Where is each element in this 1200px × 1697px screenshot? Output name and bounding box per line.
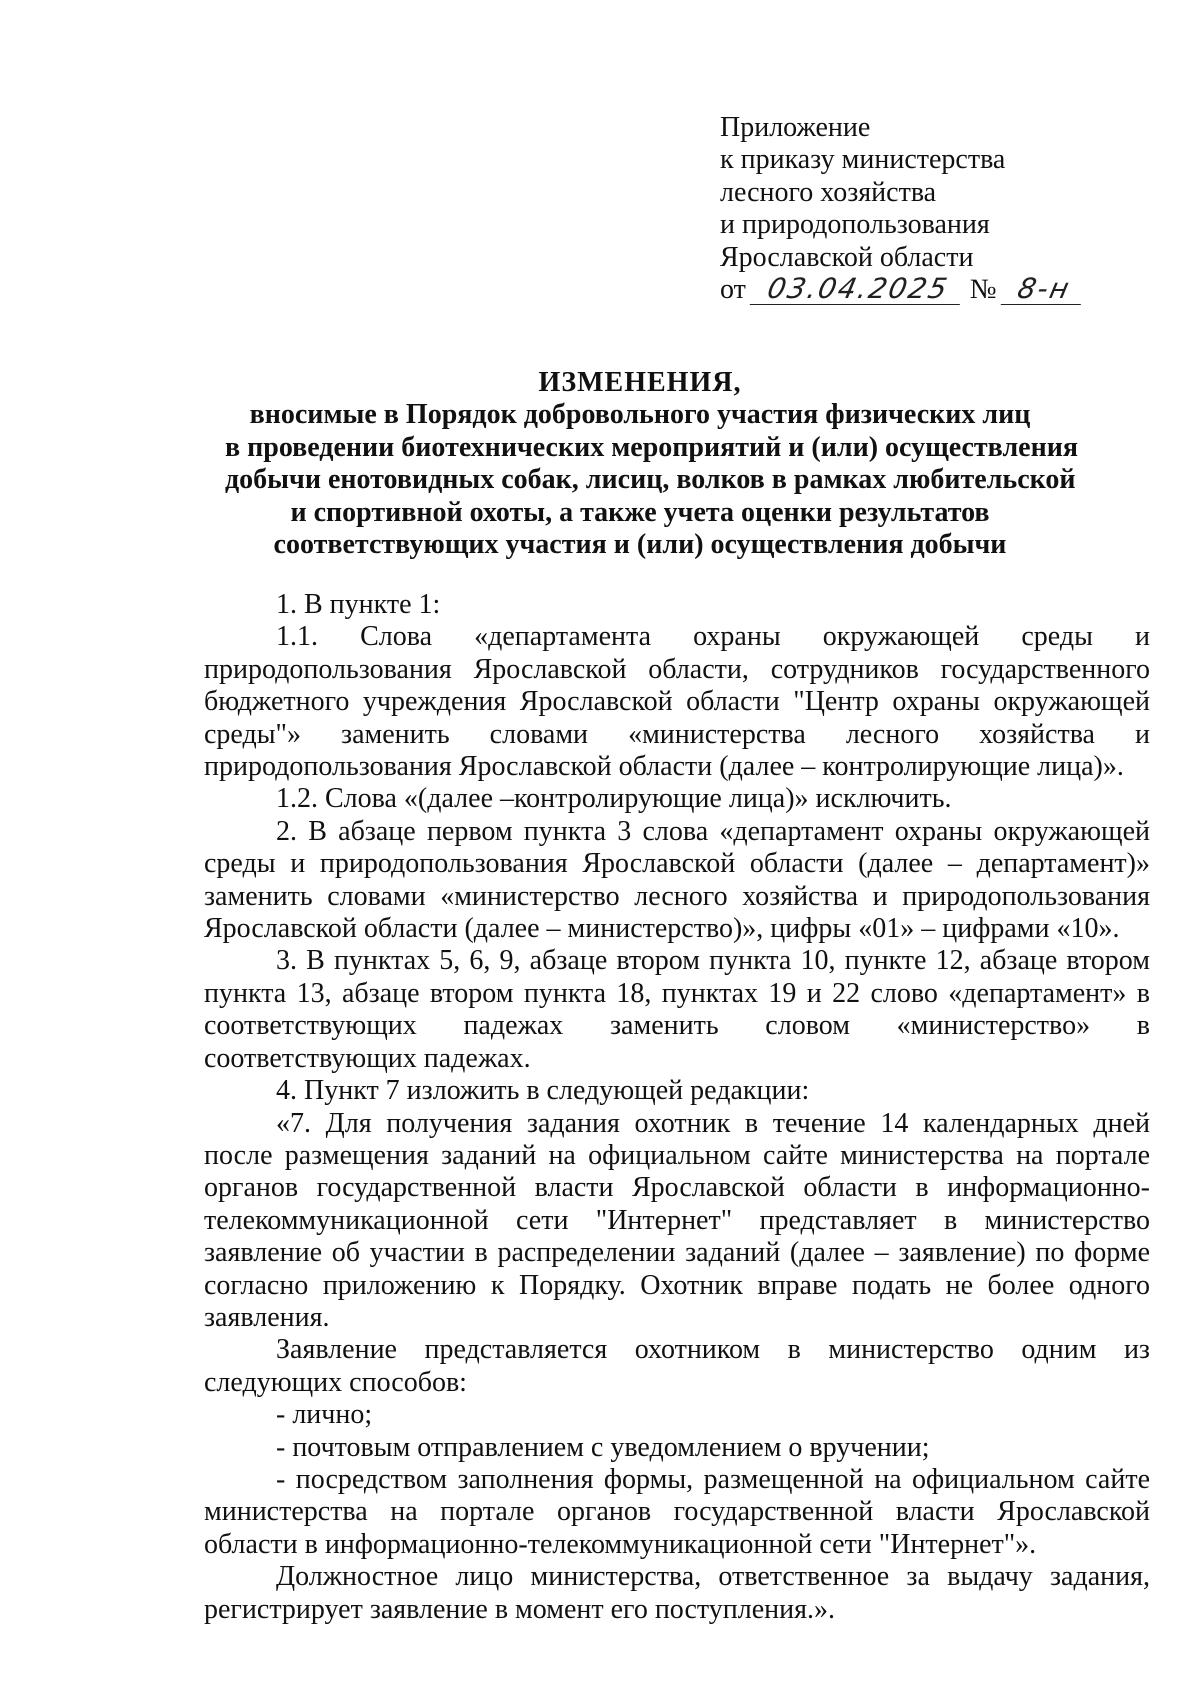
paragraph: 1. В пункте 1: — [276, 589, 441, 620]
paragraph: Заявление представляется охотником в министерство одним из следующих способов: — [204, 1334, 1150, 1398]
document-title — [225, 367, 1078, 561]
appendix-line: Ярославской области — [720, 241, 974, 273]
paragraph: Должностное лицо министерства, ответственное за выдачу задания, регистрирует заявление в момент его поступления.». — [204, 1561, 1150, 1625]
paragraph: 4. Пункт 7 изложить в следующей редакции: — [276, 1075, 810, 1107]
appendix-line: лесного хозяйства — [720, 176, 937, 208]
paragraph: 1.2. Слова «(далее –контролирующие лица)» исключить. — [276, 783, 952, 815]
title-line: вносимые в Порядок добровольного участия физических лиц — [249, 399, 1031, 431]
title-line: соответствующих участия и (или) осуществления добычи — [273, 528, 1007, 560]
appendix-line: и природопользования — [720, 209, 990, 241]
paragraph: - почтовым отправлением с уведомлением о вручении; — [276, 1431, 930, 1463]
paragraph: 1.1. Слова «департамента охраны окружающей среды и природопользования Ярославской области, сотрудников государственного бюджетного учреждения Ярославской области "Центр охраны окружающей среды"» заменить словами «министерства лесного хозяйства и природопользования Ярославской области (далее – контролирующие лица)». — [204, 621, 1150, 783]
paragraph: 2. В абзаце первом пункта 3 слова «департамент охраны окружающей среды и природопользования Ярославской области (далее – департамент)» заменить словами «министерство лесного хозяйства и природопользования Ярославской области (далее – министерство)», цифры «01» – цифрами «10». — [204, 815, 1150, 945]
paragraph: 3. В пунктах 5, 6, 9, абзаце втором пункта 10, пункте 12, абзаце втором пункта 13, абзаце втором пункта 18, пунктах 19 и 22 слово «департамент» в соответствующих падежах заменить словом «министерство» в соответствующих падежах. — [204, 945, 1150, 1074]
number-label: № — [969, 273, 997, 305]
paragraph: - лично; — [276, 1399, 373, 1431]
title-line: добычи енотовидных собак, лисиц, волков в рамках любительской — [225, 464, 1076, 496]
handwritten-number: 8-н — [1000, 274, 1087, 305]
paragraph: «7. Для получения задания охотник в течение 14 календарных дней после размещения заданий на официальном сайте министерства на портале органов государственной власти Ярославской области в информационно-телекоммуникационной сети "Интернет" представляет в министерство заявление об участии в распределении заданий (далее – заявление) по форме согласно приложению к Порядку. Охотник вправе подать не более одного заявления. — [204, 1107, 1150, 1333]
title-line: и спортивной охоты, а также учета оценки результатов — [290, 496, 990, 528]
appendix-line: к приказу министерства — [720, 144, 1006, 176]
document-body — [204, 589, 1150, 1626]
appendix-header — [720, 112, 1140, 306]
title-line: в проведении биотехнических мероприятий и (или) осуществления — [225, 431, 1078, 463]
date-prefix: от — [720, 273, 746, 305]
handwritten-date: 03.04.2025 — [750, 274, 967, 305]
title-main: ИЗМЕНЕНИЯ, — [538, 367, 742, 398]
appendix-date-line — [720, 271, 1140, 306]
paragraph: - посредством заполнения формы, размещенной на официальном сайте министерства на портале органов государственной власти Ярославской области в информационно-телекоммуникационной сети "Интернет"». — [204, 1463, 1150, 1560]
appendix-line: Приложение — [720, 112, 871, 143]
